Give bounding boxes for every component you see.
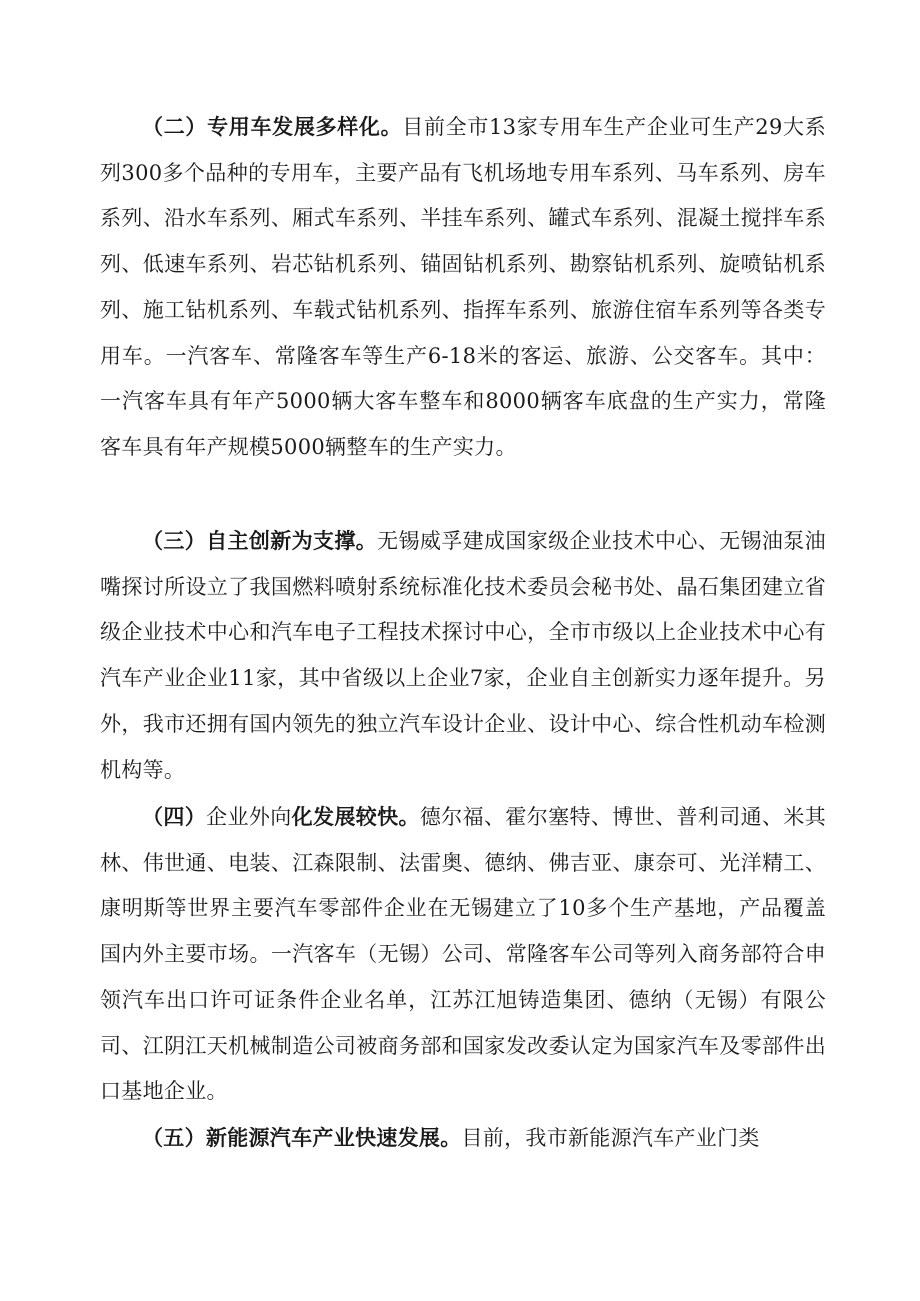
paragraph-body: 无锡威孚建成国家级企业技术中心、无锡油泵油嘴探讨所设立了我国燃料喷射系统标准化技术委员会秘书处、晶石集团建立省级企业技术中心和汽车电子工程技术探讨中心，全市市级以上企业技术中心有汽车产业企业11家，其中省级以上企业7家，企业自主创新实力逐年提升。另外，我市还拥有国内领先的独立汽车设计企业、设计中心、综合性机动车检测机构等。	[100, 529, 826, 782]
paragraph-heading: （三）自主创新为支撑。	[142, 528, 378, 553]
paragraph-body: 目前全市13家专用车生产企业可生产29大系列300多个品种的专用车，主要产品有飞机场地专用车系列、马车系列、房车系列、沿水车系列、厢式车系列、半挂车系列、罐式车系列、混凝土搅拌车系列、低速车系列、岩芯钻机系列、锚固钻机系列、勘察钻机系列、旋喷钻机系列、施工钻机系列、车载式钻机系列、指挥车系列、旅游住宿车系列等各类专用车。一汽客车、常隆客车等生产6-18米的客运、旅游、公交客车。其中：一汽客车具有年产5000辆大客车整车和8000辆客车底盘的生产实力，常隆客车具有年产规模5000辆整车的生产实力。	[100, 115, 826, 459]
paragraph-body: 目前，我市新能源汽车产业门类	[461, 1126, 760, 1150]
paragraph-heading-tail: 化发展较快。	[291, 804, 420, 829]
paragraph-body: 德尔福、霍尔塞特、博世、普利司通、米其林、伟世通、电装、江森限制、法雷奥、德纳、佛吉亚、康奈可、光洋精工、康明斯等世界主要汽车零部件企业在无锡建立了10多个生产基地，产品覆盖国内外主要市场。一汽客车（无锡）公司、常隆客车公司等列入商务部符合申领汽车出口许可证条件企业名单，江苏江旭铸造集团、德纳（无锡）有限公司、江阴江天机械制造公司被商务部和国家发改委认定为国家汽车及零部件出口基地企业。	[100, 805, 826, 1104]
paragraph-export	[100, 794, 826, 1115]
paragraph-new-energy	[100, 1115, 826, 1162]
paragraph-innovation	[100, 518, 826, 793]
paragraph-heading-plain: 企业外向	[206, 805, 292, 829]
paragraph-heading: （四）	[142, 804, 207, 829]
paragraph-heading: （二）专用车发展多样化。	[142, 114, 403, 139]
paragraph-special-vehicles	[100, 104, 826, 471]
paragraph-heading: （五）新能源汽车产业快速发展。	[142, 1125, 462, 1150]
